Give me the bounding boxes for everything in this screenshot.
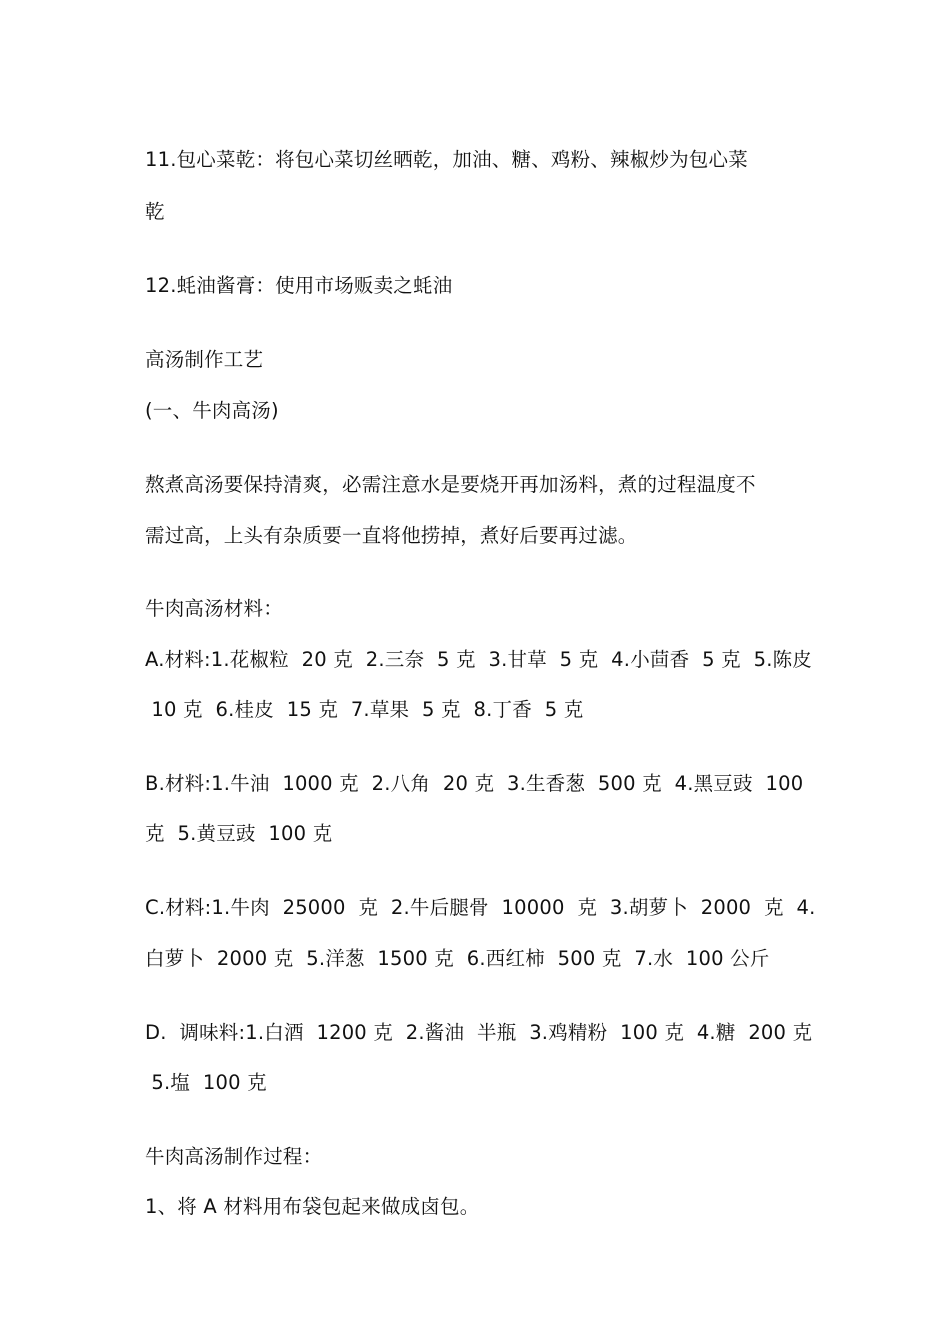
material-b-line-2: 克 5.黄豆豉 100 克 [145,822,333,845]
material-a-line-1: A.材料:1.花椒粒 20 克 2.三奈 5 克 3.甘草 5 克 4.小茴香 5 克 5.陈皮 [145,648,812,671]
material-b-line-1: B.材料:1.牛油 1000 克 2.八角 20 克 3.生香葱 500 克 4.黑豆豉 100 [145,772,804,795]
subsection-title: (一、牛肉高汤) [145,399,279,422]
process-heading: 牛肉高汤制作过程： [145,1145,323,1168]
material-c-line-1: C.材料:1.牛肉 25000 克 2.牛后腿骨 10000 克 3.胡萝卜 2000 克 4. [145,896,816,919]
material-d-line-1: D. 调味料:1.白酒 1200 克 2.酱油 半瓶 3.鸡精粉 100 克 4.糖 200 克 [145,1021,813,1044]
material-a-line-2: 10 克 6.桂皮 15 克 7.草果 5 克 8.丁香 5 克 [145,698,584,721]
item-11-line-1: 11.包心菜乾：将包心菜切丝晒乾，加油、糖、鸡粉、辣椒炒为包心菜 [145,148,748,171]
materials-heading: 牛肉高汤材料： [145,597,283,620]
section-title: 高汤制作工艺 [145,348,264,371]
intro-line-2: 需过高，上头有杂质要一直将他捞掉，煮好后要再过滤。 [145,524,638,547]
intro-line-1: 熬煮高汤要保持清爽，必需注意水是要烧开再加汤料，煮的过程温度不 [145,473,756,496]
item-12: 12.蚝油酱膏：使用市场贩卖之蚝油 [145,274,453,297]
material-d-line-2: 5.塩 100 克 [145,1071,267,1094]
process-step-1: 1、将 A 材料用布袋包起来做成卤包。 [145,1195,480,1218]
material-c-line-2: 白萝卜 2000 克 5.洋葱 1500 克 6.西红柿 500 克 7.水 100 公斤 [145,947,770,970]
item-11-line-2: 乾 [145,200,165,223]
